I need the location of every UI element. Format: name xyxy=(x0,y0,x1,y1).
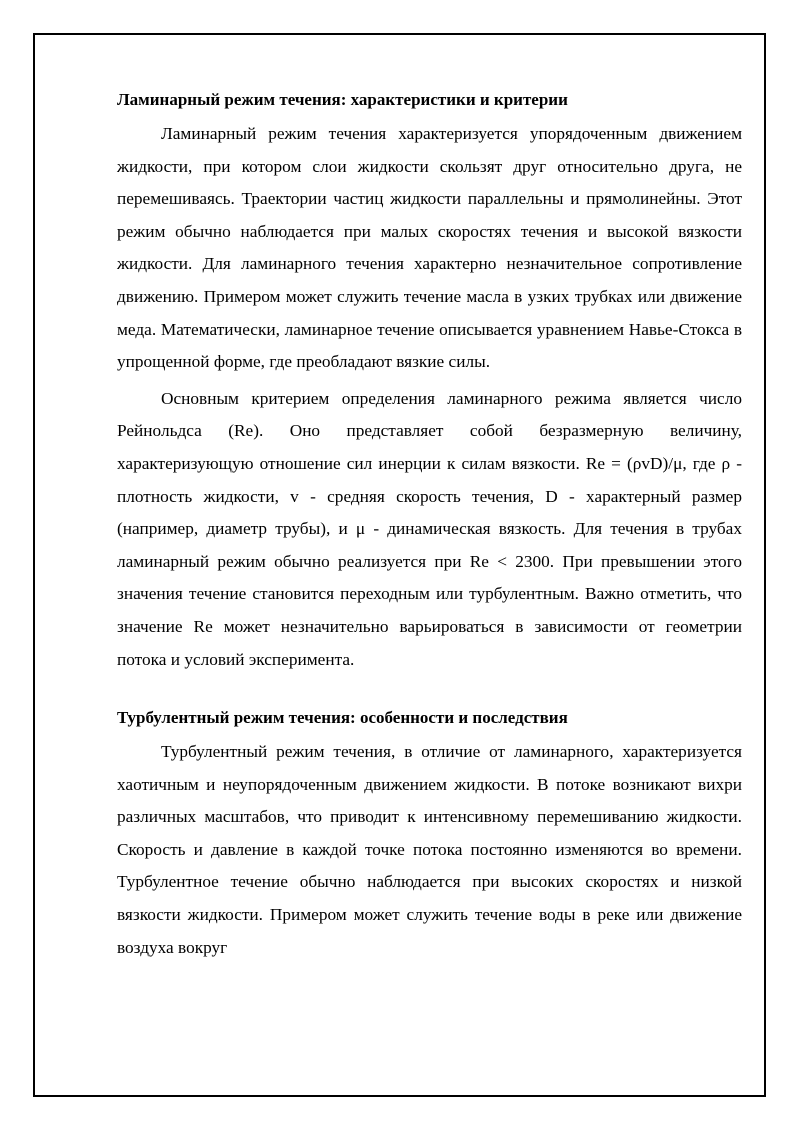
section-heading-laminar: Ламинарный режим течения: характеристики и критерии xyxy=(117,90,568,109)
paragraph-reynolds-criterion: Основным критерием определения ламинарного режима является число Рейнольдса (Re). Оно представляет собой безразмерную величину, характеризующую отношение сил инерции к силам вязкости. Re = (ρvD)/μ, где ρ - плотность жидкости, v - средняя скорость течения, D - характерный размер (например, диаметр трубы), и μ - динамическая вязкость. Для течения в трубах ламинарный режим обычно реализуется при Re < 2300. При превышении этого значения течение становится переходным или турбулентным. Важно отметить, что значение Re может незначительно варьироваться в зависимости от геометрии потока и условий эксперимента. xyxy=(117,388,742,669)
document-body xyxy=(117,84,742,964)
paragraph-laminar-description: Ламинарный режим течения характеризуется упорядоченным движением жидкости, при котором слои жидкости скользят друг относительно друга, не перемешиваясь. Траектории частиц жидкости параллельны и прямолинейны. Этот режим обычно наблюдается при малых скоростях течения и высокой вязкости жидкости. Для ламинарного течения характерно незначительное сопротивление движению. Примером может служить течение масла в узких трубках или движение меда. Математически, ламинарное течение описывается уравнением Навье-Стокса в упрощенной форме, где преобладают вязкие силы. xyxy=(117,124,742,372)
section-heading-turbulent: Турбулентный режим течения: особенности и последствия xyxy=(117,708,568,728)
paragraph-turbulent-description: Турбулентный режим течения, в отличие от ламинарного, характеризуется хаотичным и неупорядоченным движением жидкости. В потоке возникают вихри различных масштабов, что приводит к интенсивному перемешиванию жидкости. Скорость и давление в каждой точке потока постоянно изменяются во времени. Турбулентное течение обычно наблюдается при высоких скоростях и низкой вязкости жидкости. Примером может служить течение воды в реке или движение воздуха вокруг xyxy=(117,742,742,957)
